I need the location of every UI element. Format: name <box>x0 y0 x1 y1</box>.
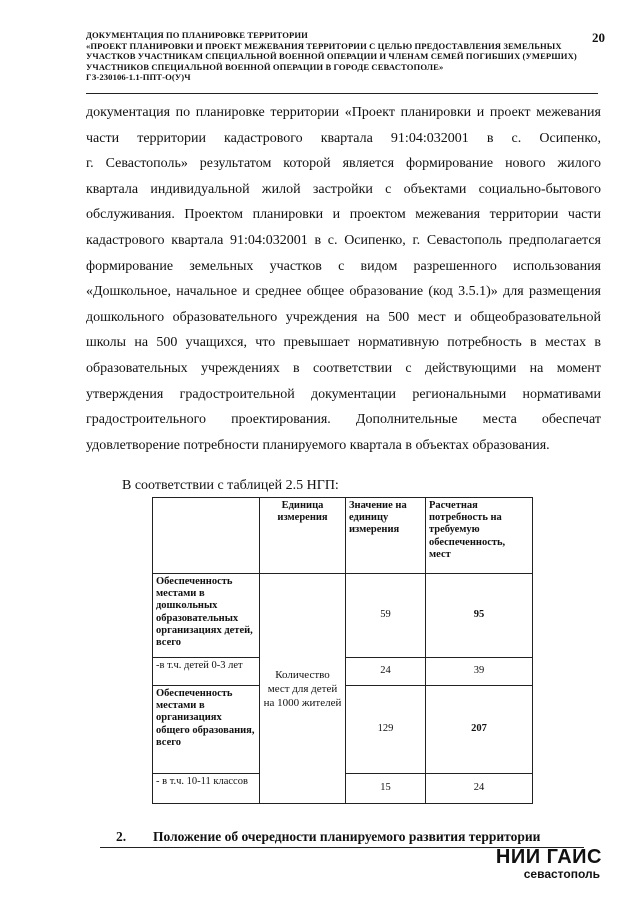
table-header-row <box>153 498 533 574</box>
header-divider <box>86 93 598 94</box>
table-row <box>153 574 533 658</box>
table-intro: В соответствии с таблицей 2.5 НГП: <box>122 478 339 493</box>
value-cell: 15 <box>346 774 426 804</box>
need-cell: 24 <box>426 774 533 804</box>
body-line: школы на 500 учащихся, что превышает нормативную потребность в местах в <box>86 335 601 351</box>
unit-cell: Количество мест для детей на 1000 жителей <box>260 574 346 804</box>
stamp-title: НИИ ГАИС <box>495 846 602 868</box>
header-line: «ПРОЕКТ ПЛАНИРОВКИ И ПРОЕКТ МЕЖЕВАНИЯ ТЕРРИТОРИИ С ЦЕЛЬЮ ПРЕДОСТАВЛЕНИЯ ЗЕМЕЛЬНЫХ <box>86 40 562 51</box>
section-heading <box>116 829 540 845</box>
body-line: обслуживания. Проектом планировки и проектом межевания территории части <box>86 207 601 223</box>
header-line: ДОКУМЕНТАЦИЯ ПО ПЛАНИРОВКЕ ТЕРРИТОРИИ <box>86 30 308 40</box>
organization-stamp <box>482 846 602 881</box>
body-line: квартала индивидуальной жилой застройки с объектами социально-бытового <box>86 181 601 197</box>
body-line: г. Севастополь» результатом которой является формирование нового жилого <box>86 156 601 172</box>
header-cell-need: Расчетная потребность на требуемую обеспеченность, мест <box>426 498 533 574</box>
body-line: формирование земельных участков с видом разрешенного использования <box>86 258 601 274</box>
body-line: утверждения градостроительной документации региональными нормативами <box>86 386 601 402</box>
body-line: градостроительного проектирования. Дополнительные места обеспечат <box>86 412 601 428</box>
page-number: 20 <box>592 30 605 45</box>
header-line: УЧАСТНИКОВ СПЕЦИАЛЬНОЙ ВОЕННОЙ ОПЕРАЦИИ В ГОРОДЕ СЕВАСТОПОЛЕ» <box>86 61 444 72</box>
body-line: удовлетворение потребности планируемого квартала в объектах образования. <box>86 437 550 453</box>
value-cell: 129 <box>346 686 426 774</box>
body-line: части территории кадастрового квартала 91:04:032001 в с. Осипенко, <box>86 130 601 146</box>
body-paragraph <box>86 100 601 458</box>
need-cell: 95 <box>426 574 533 658</box>
header-cell-unit: Единица измерения <box>260 498 346 574</box>
value-cell: 24 <box>346 658 426 686</box>
body-line: образовательных учреждениях в соответствии с действующими на момент <box>86 360 601 376</box>
value-cell: 59 <box>346 574 426 658</box>
header-line: УЧАСТКОВ УЧАСТНИКАМ СПЕЦИАЛЬНОЙ ВОЕННОЙ ОПЕРАЦИИ И ЧЛЕНАМ СЕМЕЙ ПОГИБШИХ (УМЕРШИХ) <box>86 51 577 62</box>
need-cell: 207 <box>426 686 533 774</box>
row-label: Обеспеченность местами в дошкольных образовательных организациях детей, всего <box>153 574 260 658</box>
document-header <box>86 30 586 83</box>
section-title: Положение об очередности планируемого развития территории <box>153 829 541 844</box>
row-label: Обеспеченность местами в организациях общего образования, всего <box>153 686 260 774</box>
row-label: - в т.ч. 10-11 классов <box>153 774 260 804</box>
body-line: кадастрового квартала 91:04:032001 в с. Осипенко, г. Севастополь предполагается <box>86 232 601 248</box>
body-line: «Дошкольное, начальное и среднее общее образование (код 3.5.1)» для размещения <box>86 284 601 300</box>
header-cell-empty <box>153 498 260 574</box>
document-code: ГЗ-230106-1.1-ППТ-О(У)Ч <box>86 72 191 83</box>
row-label: -в т.ч. детей 0-3 лет <box>153 658 260 686</box>
body-line: дошкольного образовательного учреждения на 500 мест и общеобразовательной <box>86 309 601 325</box>
stamp-subtitle: севастополь <box>523 867 600 881</box>
need-cell: 39 <box>426 658 533 686</box>
body-line: документация по планировке территории «Проект планировки и проект межевания <box>86 105 601 120</box>
section-number: 2. <box>116 829 127 844</box>
header-cell-value: Значение на единицу измерения <box>346 498 426 574</box>
norms-table <box>152 497 533 804</box>
